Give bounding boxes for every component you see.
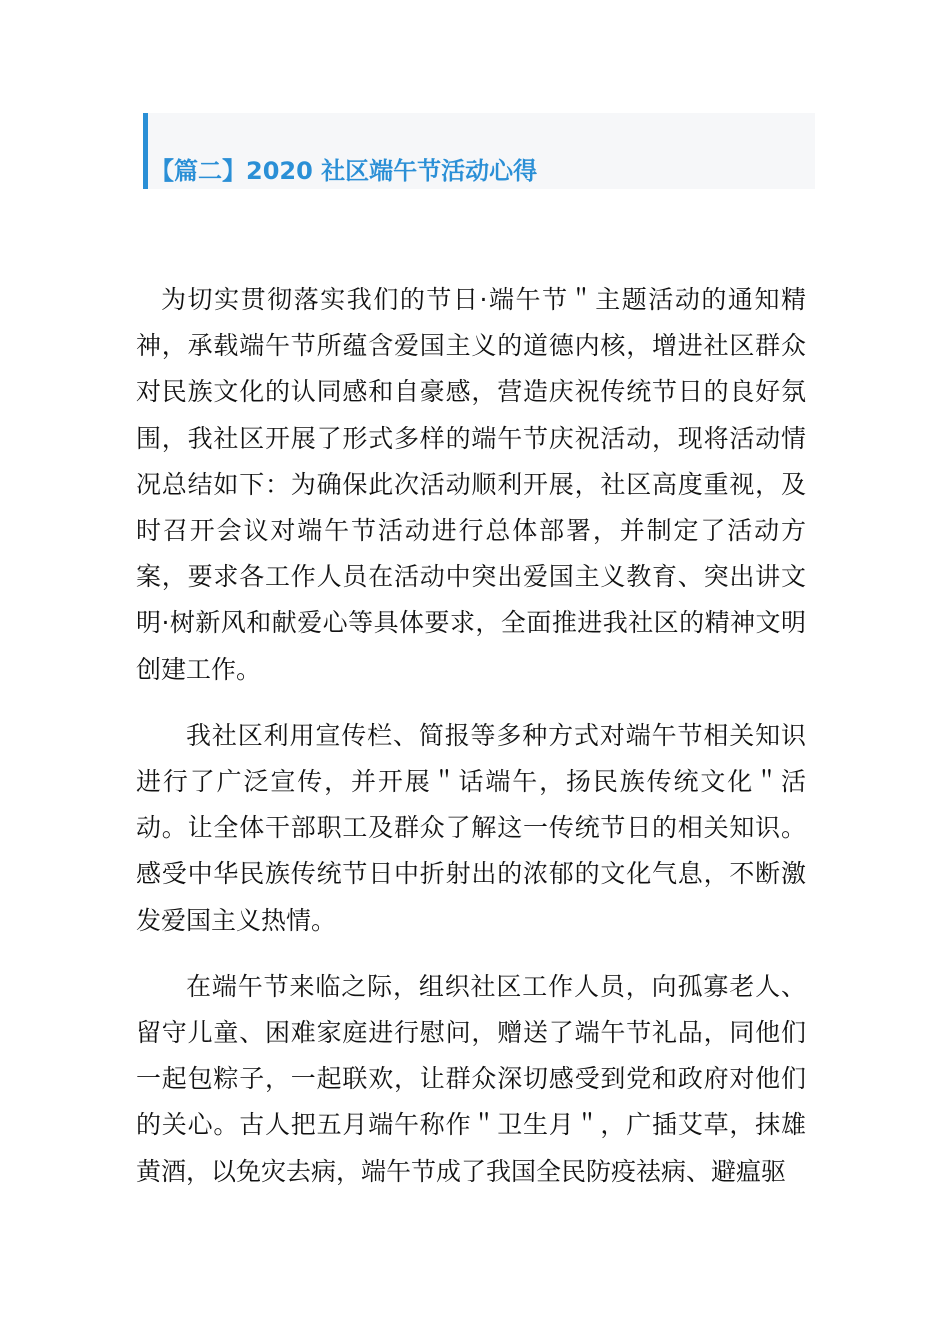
paragraph-2: 我社区利用宣传栏、简报等多种方式对端午节相关知识进行了广泛宣传，并开展＂话端午，扬民族传统文化＂活动。让全体干部职工及群众了解这一传统节日的相关知识。感受中华民族传统节日中折射出的浓郁的文化气息，不断激发爱国主义热情。	[136, 720, 806, 935]
heading-accent-bar	[143, 113, 148, 189]
article-body	[136, 277, 806, 1195]
section-title: 【篇二】2020 社区端午节活动心得	[150, 157, 538, 185]
paragraph-1: 为切实贯彻落实我们的节日·端午节＂主题活动的通知精神，承载端午节所蕴含爱国主义的道德内核，增进社区群众对民族文化的认同感和自豪感，营造庆祝传统节日的良好氛围，我社区开展了形式多样的端午节庆祝活动，现将活动情况总结如下：为确保此次活动顺利开展，社区高度重视，及时召开会议对端午节活动进行总体部署，并制定了活动方案，要求各工作人员在活动中突出爱国主义教育、突出讲文明·树新风和献爱心等具体要求，全面推进我社区的精神文明创建工作。	[136, 285, 806, 684]
section-heading	[143, 113, 815, 189]
paragraph-3: 在端午节来临之际，组织社区工作人员，向孤寡老人、留守儿童、困难家庭进行慰问，赠送了端午节礼品，同他们一起包粽子，一起联欢，让群众深切感受到党和政府对他们的关心。古人把五月端午称作＂卫生月＂，广插艾草，抹雄黄酒，以免灾去病，端午节成了我国全民防疫祛病、避瘟驱	[136, 971, 806, 1186]
